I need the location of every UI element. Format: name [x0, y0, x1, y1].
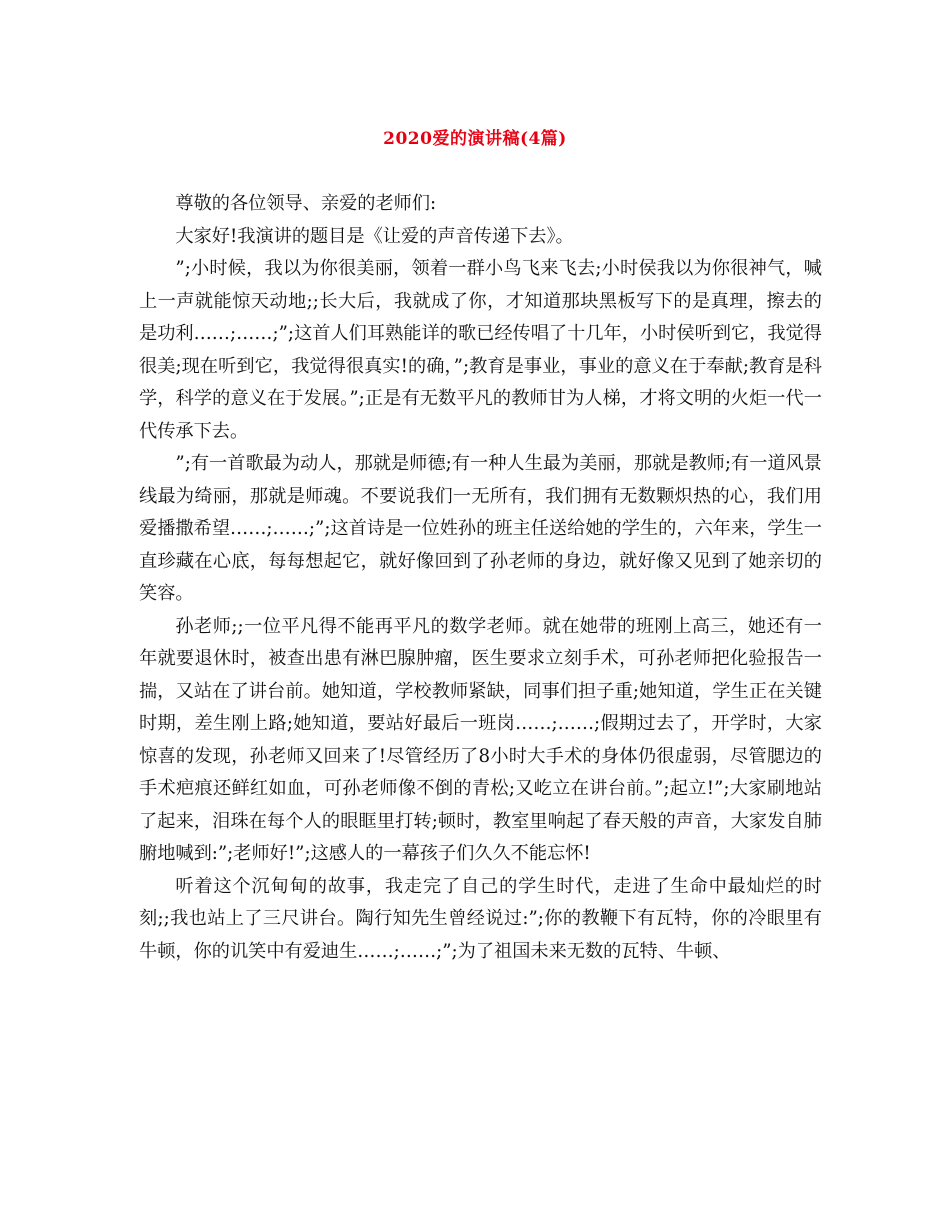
paragraph-poem: ”;有一首歌最为动人，那就是师德;有一种人生最为美丽，那就是教师;有一道风景线最为绮丽，那就是师魂。不要说我们一无所有，我们拥有无数颗炽热的心，我们用爱播撒希望……;……;”;这首诗是一位姓孙的班主任送给她的学生的，六年来，学生一直珍藏在心底，每每想起它，就好像回到了孙老师的身边，就好像又见到了她亲切的笑容。 [139, 453, 822, 604]
paragraph-greeting: 大家好!我演讲的题目是《让爱的声音传递下去》。 [175, 225, 574, 247]
document-body [139, 188, 822, 968]
document-title: 2020爱的演讲稿(4篇) [383, 129, 567, 149]
paragraph-salutation: 尊敬的各位领导、亲爱的老师们: [175, 193, 437, 214]
paragraph-teacher-sun: 孙老师;;一位平凡得不能再平凡的数学老师。就在她带的班刚上高三，她还有一年就要退休时，被查出患有淋巴腺肿瘤，医生要求立刻手术，可孙老师把化验报告一揣，又站在了讲台前。她知道，学校教师紧缺，同事们担子重;她知道，学生正在关键时期，差生刚上路;她知道，要站好最后一班岗……;……;假期过去了，开学时，大家惊喜的发现，孙老师又回来了!尽管经历了8小时大手术的身体仍很虚弱，尽管腮边的手术疤痕还鲜红如血，可孙老师像不倒的青松;又屹立在讲台前。”;起立!”;大家刷地站了起来，泪珠在每个人的眼眶里打转;顿时，教室里响起了春天般的声音，大家发自肺腑地喊到:”;老师好!”;这感人的一幕孩子们久久不能忘怀! [139, 615, 822, 864]
paragraph-my-story: 听着这个沉甸甸的故事，我走完了自己的学生时代，走进了生命中最灿烂的时刻;;我也站上了三尺讲台。陶行知先生曾经说过:”;你的教鞭下有瓦特，你的冷眼里有牛顿，你的讥笑中有爱迪生……;……;”;为了祖国未来无数的瓦特、牛顿、 [139, 875, 822, 962]
paragraph-song: ”;小时候，我以为你很美丽，领着一群小鸟飞来飞去;小时侯我以为你很神气，喊上一声就能惊天动地;;长大后，我就成了你，才知道那块黑板写下的是真理，擦去的是功利……;……;”;这首人们耳熟能详的歌已经传唱了十几年，小时侯听到它，我觉得很美;现在听到它，我觉得很真实!的确，”;教育是事业，事业的意义在于奉献;教育是科学，科学的意义在于发展。”;正是有无数平凡的教师甘为人梯，才将文明的火炬一代一代传承下去。 [139, 258, 822, 442]
